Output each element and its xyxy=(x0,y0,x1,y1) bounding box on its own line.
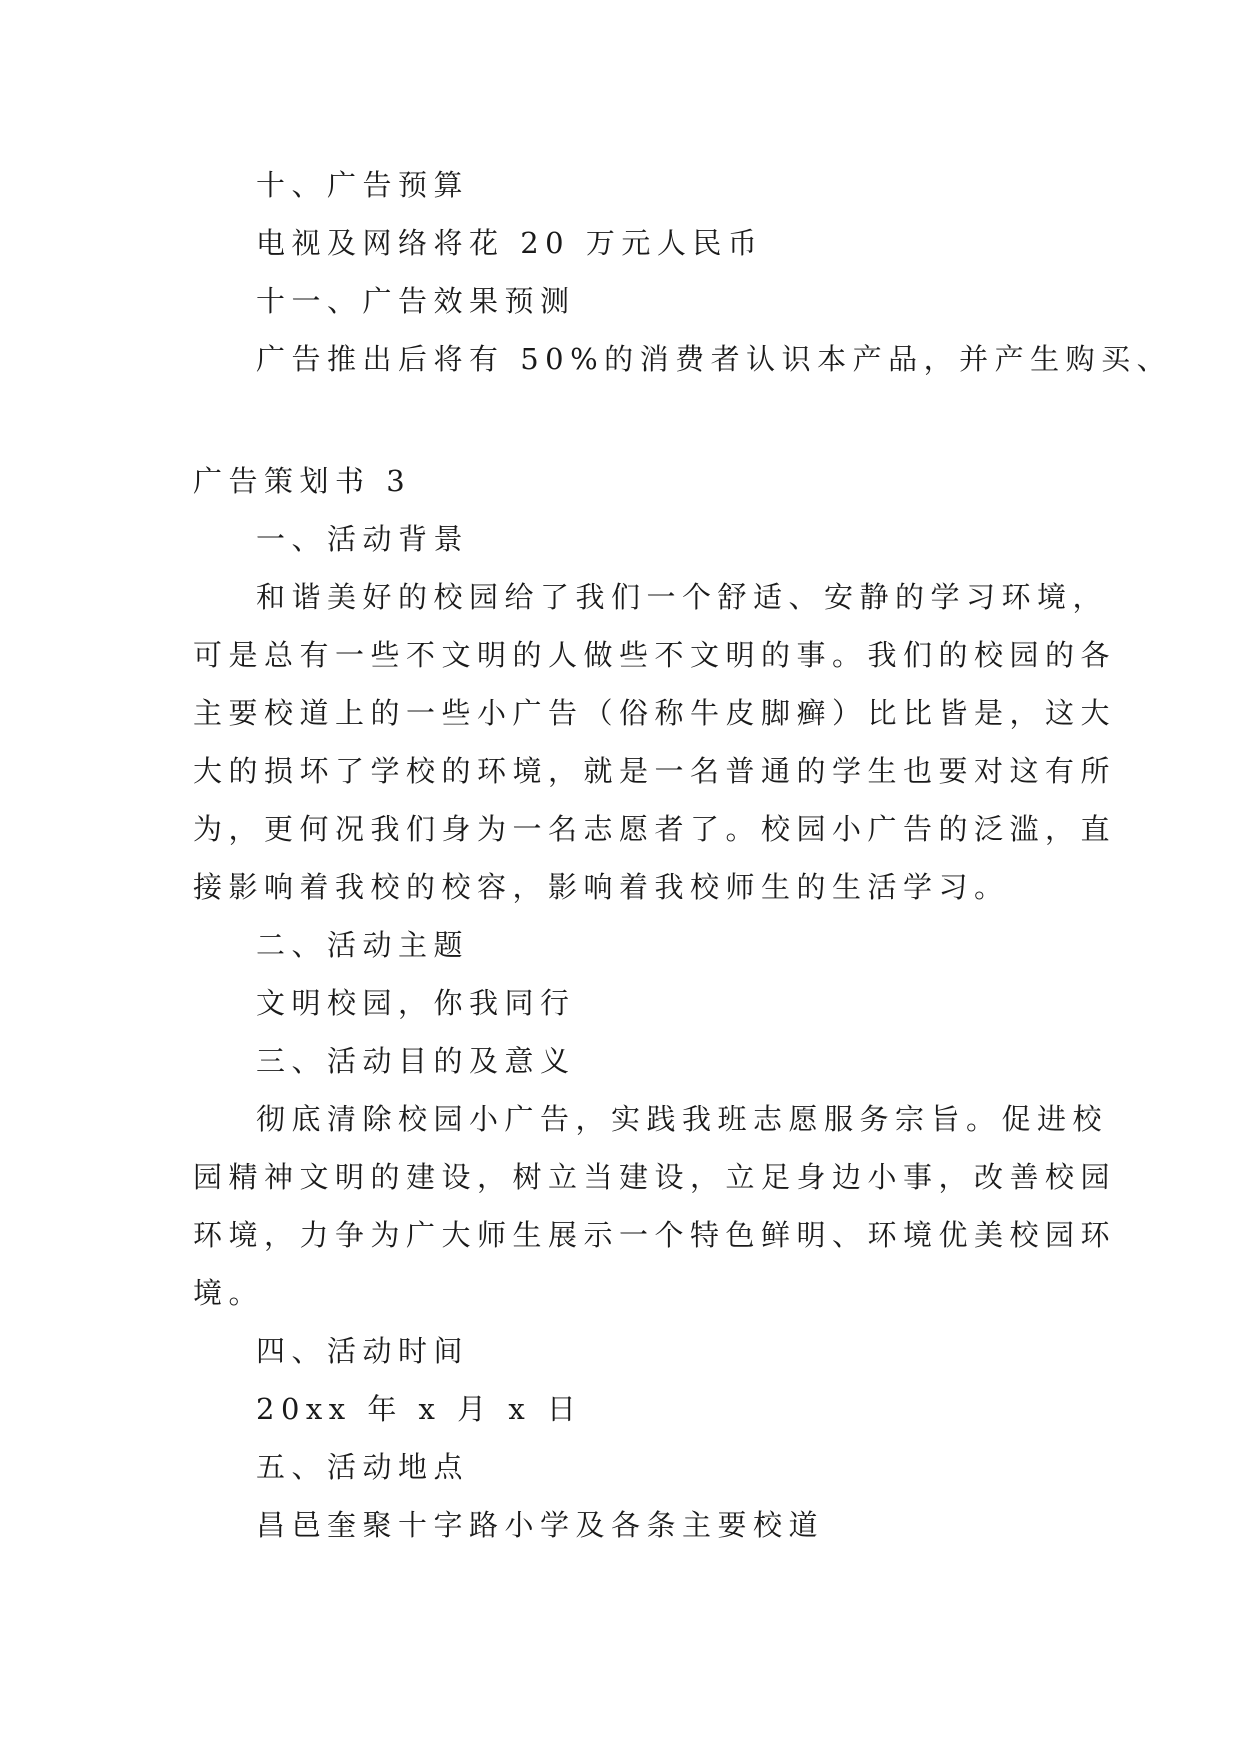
document-title: 广告策划书 3 xyxy=(193,464,412,498)
background-line: 主要校道上的一些小广告（俗称牛皮脚癣）比比皆是，这大 xyxy=(193,696,1117,730)
purpose-line: 环境，力争为广大师生展示一个特色鲜明、环境优美校园环 xyxy=(193,1218,1117,1252)
paragraph-budget: 电视及网络将花 20 万元人民币 xyxy=(256,226,764,260)
paragraph-place: 昌邑奎聚十字路小学及各条主要校道 xyxy=(256,1508,825,1542)
background-line: 为，更何况我们身为一名志愿者了。校园小广告的泛滥，直 xyxy=(193,812,1117,846)
heading-background: 一、活动背景 xyxy=(256,522,470,556)
heading-theme: 二、活动主题 xyxy=(256,928,470,962)
paragraph-effect-forecast: 广告推出后将有 50%的消费者认识本产品，并产生购买、 xyxy=(256,342,1173,376)
paragraph-theme: 文明校园，你我同行 xyxy=(256,986,576,1020)
heading-purpose: 三、活动目的及意义 xyxy=(256,1044,576,1078)
heading-effect-forecast: 十一、广告效果预测 xyxy=(256,284,576,318)
background-line: 和谐美好的校园给了我们一个舒适、安静的学习环境， xyxy=(256,580,1109,614)
heading-place: 五、活动地点 xyxy=(256,1450,470,1484)
purpose-line: 园精神文明的建设，树立当建设，立足身边小事，改善校园 xyxy=(193,1160,1117,1194)
heading-time: 四、活动时间 xyxy=(256,1334,470,1368)
background-line: 接影响着我校的校容，影响着我校师生的生活学习。 xyxy=(193,870,1010,904)
heading-budget: 十、广告预算 xyxy=(256,168,470,202)
background-line: 大的损坏了学校的环境，就是一名普通的学生也要对这有所 xyxy=(193,754,1117,788)
paragraph-time: 20xx 年 x 月 x 日 xyxy=(256,1392,583,1426)
purpose-line: 彻底清除校园小广告，实践我班志愿服务宗旨。促进校 xyxy=(256,1102,1109,1136)
background-line: 可是总有一些不文明的人做些不文明的事。我们的校园的各 xyxy=(193,638,1117,672)
purpose-line: 境。 xyxy=(193,1276,265,1310)
